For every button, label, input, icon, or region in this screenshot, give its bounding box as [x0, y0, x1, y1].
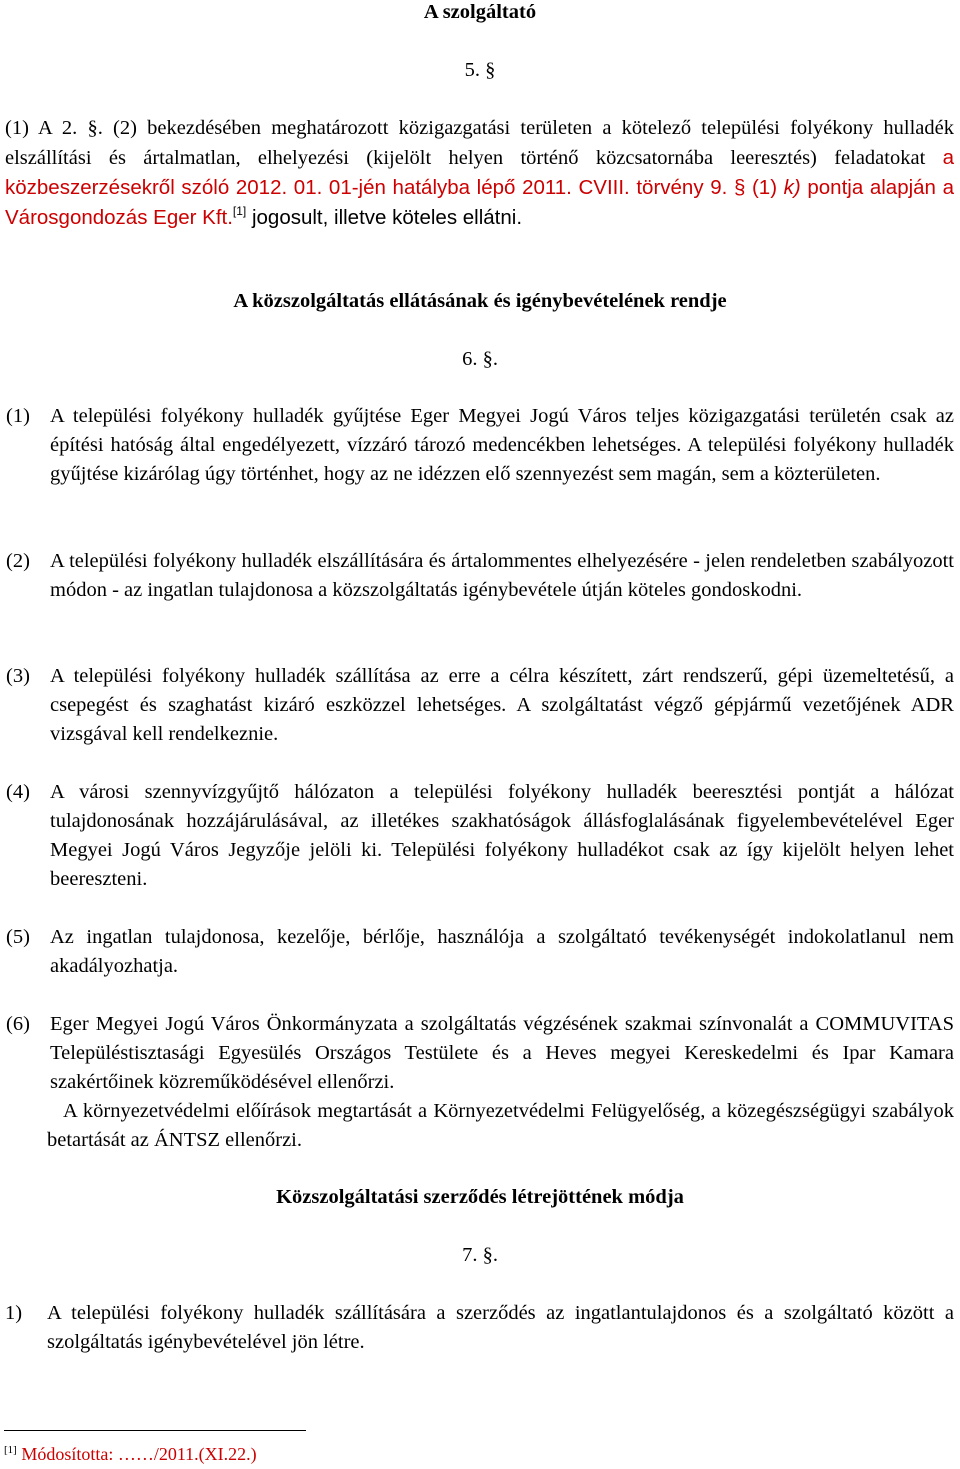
footnote-ref[interactable]: [1]: [232, 204, 247, 218]
paragraph-text: Eger Megyei Jogú Város Önkormányzata a szolgáltatás végzésének szakmai színvonalát a COMMUVITAS Településtisztasági Egyesülés Országos Testülete és a Heves megyei Kereskedelmi és Ipar Kamara szakértőinek közreműködésével ellenőrzi.: [50, 1013, 954, 1093]
paragraph-label: 1): [5, 1302, 23, 1324]
paragraph-6-1: [6, 402, 954, 489]
section-number-5: 5. §: [464, 59, 496, 81]
paragraph-6-6-continued: A környezetvédelmi előírások megtartását a Környezetvédelmi Felügyelőség, a közegészségügyi szabályok betartását az ÁNTSZ ellenőrzi.: [47, 1100, 954, 1151]
paragraph-6-5: [6, 923, 954, 981]
paragraph-text: A települési folyékony hulladék gyűjtése Eger Megyei Jogú Város teljes közigazgatási területén csak az építési hatóság által engedélyezett, vízzáró tározó medencékben lehetséges. A települési folyékony hulladék gyűjtése kizárólag úgy történhet, hogy az ne idézzen elő szennyezést sem magán, sem a közterületen.: [50, 405, 954, 485]
paragraph-label: (3): [6, 665, 30, 687]
paragraph-5-1-tail: jogosult, illetve köteles ellátni.: [246, 206, 523, 229]
section-number-7: 7. §.: [462, 1244, 498, 1266]
paragraph-6-4: [6, 778, 954, 894]
paragraph-5-1: [5, 114, 954, 233]
section-heading-szolgaltato: A szolgáltató: [423, 1, 537, 23]
section-number-6: 6. §.: [462, 348, 498, 370]
law-reference-point: k): [783, 176, 801, 199]
paragraph-label: (4): [6, 781, 30, 803]
paragraph-text: A települési folyékony hulladék elszállítására és ártalommentes elhelyezésére - jelen rendeletben szabályozott módon - az ingatlan tulajdonosa a közszolgáltatás igénybevétele útján köteles gondoskodni.: [50, 550, 954, 601]
law-reference-text: a közbeszerzésekről szóló 2012. 01. 01-jén hatályba lépő 2011. CVIII. törvény 9. § (1): [5, 146, 954, 199]
paragraph-label: (2): [6, 550, 30, 572]
paragraph-text: A települési folyékony hulladék szállítására a szerződés az ingatlantulajdonos és a szolgáltató között a szolgáltatás igénybevételével jön létre.: [47, 1302, 954, 1353]
footnote: [4, 1440, 257, 1469]
paragraph-label: (5): [6, 926, 30, 948]
footnote-mark: [1]: [4, 1444, 17, 1456]
paragraph-text: Az ingatlan tulajdonosa, kezelője, bérlője, használója a szolgáltató tevékenységét indokolatlanul nem akadályozhatja.: [50, 926, 954, 977]
law-reference-text-2: pontja alapján a Városgondozás Eger Kft.: [5, 176, 954, 229]
paragraph-label: (1): [6, 405, 30, 427]
section-heading-kozszolgaltatas: A közszolgáltatás ellátásának és igénybevételének rendje: [233, 290, 727, 312]
paragraph-text: A települési folyékony hulladék szállítása az erre a célra készített, zárt rendszerű, gépi üzemeltetésű, a csepegést és szaghatást kizáró eszközzel lehetséges. A szolgáltatást végző gépjármű vezetőjének ADR vizsgával kell rendelkeznie.: [50, 665, 954, 745]
paragraph-text: A városi szennyvízgyűjtő hálózaton a települési folyékony hulladék beeresztési pontját a hálózat tulajdonosának hozzájárulásával, az illetékes szakhatóságok állásfoglalásának figyelembevételével Eger Megyei Jogú Város Jegyzője jelöli ki. Települési folyékony hulladékot csak az így kijelölt helyen lehet beereszteni.: [50, 781, 954, 890]
paragraph-6-3: [6, 662, 954, 749]
paragraph-6-2: [6, 547, 954, 605]
paragraph-5-1-text: (1) A 2. §. (2) bekezdésében meghatározott közigazgatási területen a kötelező települési folyékony hulladék elszállítási és ártalmatlan, elhelyezési (kijelölt helyen történő közcsatornába leeresztés) feladatokat: [5, 117, 954, 169]
footnote-divider: [4, 1430, 306, 1431]
paragraph-6-6: [6, 1010, 954, 1097]
section-heading-szerzodes: Közszolgáltatási szerződés létrejöttének módja: [276, 1186, 684, 1208]
paragraph-label: (6): [6, 1013, 30, 1035]
paragraph-7-1: [5, 1299, 954, 1357]
footnote-text[interactable]: Módosította: ……/2011.(XI.22.): [21, 1444, 257, 1464]
